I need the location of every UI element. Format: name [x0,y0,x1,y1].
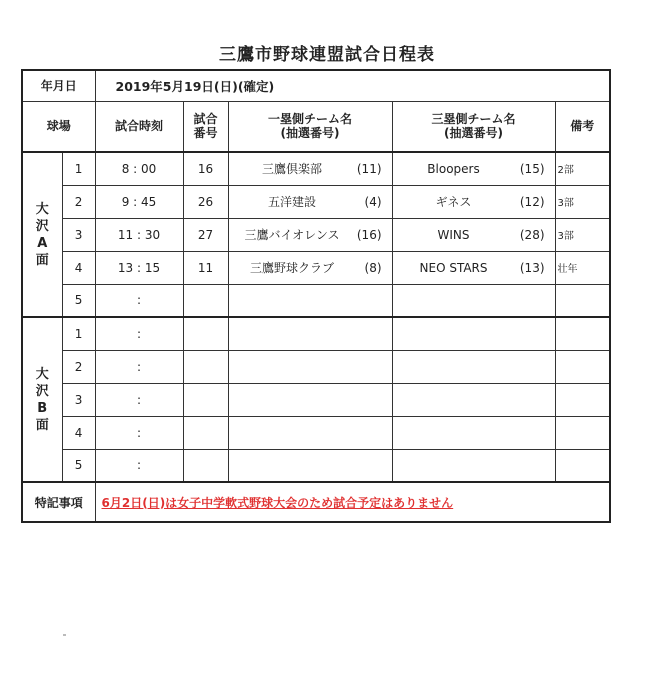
header-third-base-team: 三塁側チーム名 (抽選番号) [392,101,555,152]
row-number: 5 [62,449,95,482]
third-base-draw-number: (13) [519,260,545,275]
table-row [22,284,610,317]
field-name-char: 沢 [35,383,49,399]
date-label: 年月日 [22,70,95,101]
game-time: : [95,449,183,482]
row-number: 4 [62,251,95,284]
header-game-number: 試合 番号 [183,101,228,152]
third-base-draw-number: (15) [519,161,545,176]
third-base-team-name: Bloopers [427,161,480,176]
row-number: 1 [62,152,95,185]
row-number: 3 [62,383,95,416]
game-number: 27 [183,218,228,251]
first-base-team-cell [228,350,392,383]
table-row [22,383,610,416]
header-remarks: 備考 [555,101,610,152]
game-number [183,350,228,383]
field-name-char: 沢 [35,218,49,234]
remarks-cell [555,284,610,317]
table-row [22,350,610,383]
remarks-cell: 3部 [555,185,610,218]
header-first-base-team: 一塁側チーム名 (抽選番号) [228,101,392,152]
page-title: 三鷹市野球連盟試合日程表 [219,45,435,65]
row-number: 1 [62,317,95,350]
first-base-team-name: 三鷹倶楽部 [262,162,323,177]
remarks-cell: 2部 [555,152,610,185]
first-base-team-name: 五洋建設 [268,195,317,209]
header-row [22,101,610,152]
table-row [22,449,610,482]
first-base-team-cell [228,449,392,482]
field-name-cell [22,317,62,482]
scan-speck [63,634,66,636]
first-base-team-cell [228,251,392,284]
game-number [183,449,228,482]
first-base-team-cell [228,218,392,251]
date-value: 2019年5月19日(日)(確定) [95,70,610,101]
third-base-team-cell [392,317,555,350]
game-time: 8 : 00 [95,152,183,185]
first-base-draw-number: (4) [364,194,382,209]
third-base-draw-number: (12) [519,194,545,209]
game-number [183,416,228,449]
first-base-team-cell [228,317,392,350]
third-base-team-cell [392,383,555,416]
first-base-team-cell [228,416,392,449]
game-time: : [95,317,183,350]
field-name-char: A [37,235,48,251]
remarks-cell [555,383,610,416]
row-number: 2 [62,185,95,218]
third-base-team-cell [392,251,555,284]
row-number: 3 [62,218,95,251]
game-number [183,383,228,416]
game-number [183,317,228,350]
field-name-char: 面 [35,417,49,433]
game-number: 11 [183,251,228,284]
third-base-team-cell [392,152,555,185]
third-base-team-name: ギネス [435,195,472,209]
game-time: : [95,416,183,449]
schedule-table [21,69,611,523]
third-base-draw-number: (28) [519,227,545,242]
third-base-team-name: NEO STARS [419,260,488,275]
remarks-cell [555,317,610,350]
row-number: 2 [62,350,95,383]
remarks-cell [555,416,610,449]
remarks-cell [555,449,610,482]
field-name-char: 大 [35,201,49,217]
remarks-cell: 3部 [555,218,610,251]
date-row [22,70,610,101]
first-base-draw-number: (8) [364,260,382,275]
third-base-team-cell [392,416,555,449]
first-base-team-cell [228,284,392,317]
game-number [183,284,228,317]
table-row [22,416,610,449]
third-base-team-cell [392,449,555,482]
game-time: 9 : 45 [95,185,183,218]
third-base-team-cell [392,185,555,218]
table-row [22,185,610,218]
notes-text: 6月2日(日)は女子中学軟式野球大会のため試合予定はありません [95,482,610,522]
game-time: : [95,284,183,317]
field-name-char: 大 [35,366,49,382]
first-base-team-cell [228,185,392,218]
first-base-team-cell [228,383,392,416]
remarks-cell: 壮年 [555,251,610,284]
table-row [22,152,610,185]
row-number: 4 [62,416,95,449]
game-time: : [95,383,183,416]
remarks-cell [555,350,610,383]
game-time: 11 : 30 [95,218,183,251]
table-row [22,251,610,284]
third-base-team-cell [392,218,555,251]
notes-label: 特記事項 [22,482,95,522]
first-base-draw-number: (11) [356,161,382,176]
third-base-team-name: WINS [437,227,470,242]
header-field: 球場 [22,101,95,152]
table-row [22,218,610,251]
first-base-team-name: 三鷹バイオレンス [244,228,340,242]
game-time: : [95,350,183,383]
third-base-team-cell [392,350,555,383]
field-name-char: 面 [35,252,49,268]
game-time: 13 : 15 [95,251,183,284]
header-time: 試合時刻 [95,101,183,152]
first-base-team-name: 三鷹野球クラブ [250,261,335,275]
game-number: 26 [183,185,228,218]
notes-row [22,482,610,522]
first-base-team-cell [228,152,392,185]
row-number: 5 [62,284,95,317]
field-name-cell [22,152,62,317]
first-base-draw-number: (16) [356,227,382,242]
field-name-char: B [37,400,48,416]
game-number: 16 [183,152,228,185]
third-base-team-cell [392,284,555,317]
table-row [22,317,610,350]
